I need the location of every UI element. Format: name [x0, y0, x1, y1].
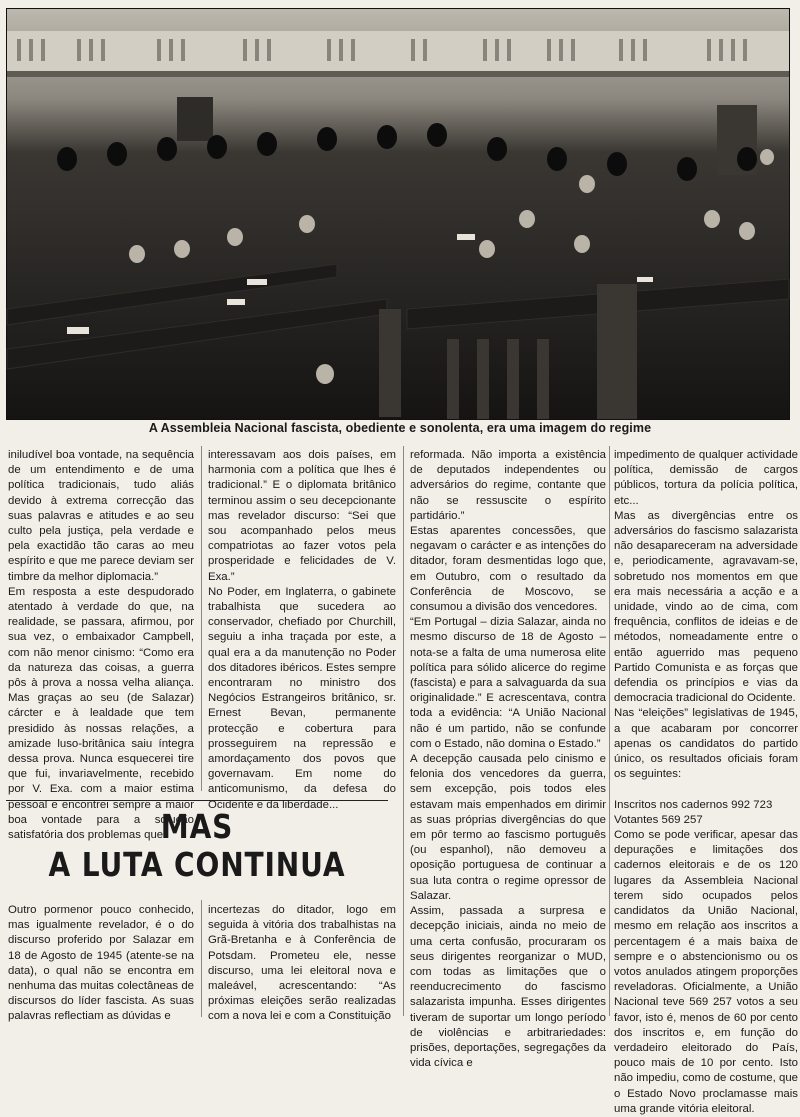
headline-rule [6, 800, 388, 801]
article-column-2-continued: incertezas do ditador, logo em seguida à vitória dos trabalhistas na Grã-Bretanha e à Conferência de Potsdam. Prometeu ele, nesse discurso, uma lei eleitoral nova e maleável, acrescentando: “As próximas eleições serão realizadas com a nova lei e com a Constituição [208, 904, 396, 1023]
article-column-1: iniludível boa vontade, na sequência de um entendimento e de uma política tradicionais, tudo aliás devido à extrema correcção das suas palavras e atitudes e ao seu culto pela justiça, pela verdade e pela exactidão tão caras ao meu espírito e que me parece deviam ser timbre da melhor diplomacia.” Em resposta a este despudorado atentado à verdade do que, na realidade, se passara, afirmou, por sua vez, o embaixador Campbell, com não menor cinismo: “Como era da natureza das coisas, a guerra pôs à prova a nossa velha aliança. Mas graças ao seu (de Salazar) cárcter e à lealdade que tem presidido às nossas relações, a amizade luso-britânica saiu íntegra dessa prova. Nunca esquecerei tire que fui, invariavelmente, recebido por V. Exa. com a maior estima pessoal e encontrei sempre a maior boa vontade para a solução satisfatória dos problemas que [8, 449, 194, 842]
section-headline [35, 808, 360, 884]
column-divider [201, 446, 202, 791]
photo-caption: A Assembleia Nacional fascista, obediente e sonolenta, era uma imagem do regime [148, 421, 652, 435]
article-column-3: reformada. Não importa a existência de deputados independentes ou adversários do regime, contante que não se ressuscite o espírito partidário.” Estas aparentes concessões, que negavam o carácter e as intenções do ditador, foram desmentidas logo que, em Outubro, com o resultado da Conferência de Moscovo, se consumou a divisão dos vencedores. “Em Portugal – dizia Salazar, ainda no mesmo discurso de 18 de Agosto – nota-se a falta de uma numerosa elite política para sólido alicerce do regime (fascista) e para a salvaguarda da sua originalidade.” E acrescentava, contra toda a evidência: “A União Nacional não é um partido, não se confunde com o Estado, não domina o Estado.” A decepção causada pelo cinismo e felonia dos vencedores da guerra, sem excepção, pois todos eles estavam mais empenhados em dirimir as suas próprias divergências do que em pôr termo ao fascismo português (ou espanhol), não demoveu a oposição portuguesa de continuar a sua luta contra o regime opressor de Salazar. Assim, passada a surpresa e decepção iniciais, ainda no meio de uma certa confusão, procuraram os seus dirigentes reorganizar o MUD, com todas as limitações que o reenducrecimento do fascismo salazarista impunha. Esses dirigentes tiveram de suportar um longo período de violências e arbitrariedades: prisões, deportações, segregações da vida cívica e [410, 449, 606, 1070]
column-divider [201, 900, 202, 1017]
column-divider [609, 446, 610, 1016]
headline-line-1: MAS [160, 807, 234, 846]
article-column-1-continued: Outro pormenor pouco conhecido, mas igualmente revelador, é o do discurso proferido por Salazar em 18 de Agosto de 1945 (atente-se na data), o qual não se encontra em nenhuma das muitas colectâneas de discursos do líder fascista. As suas palavras reflectiam as dúvidas e [8, 904, 194, 1023]
assembly-photo-image [7, 9, 789, 419]
headline-line-2: A LUTA CONTINUA [48, 845, 346, 884]
column-divider [403, 446, 404, 1016]
article-column-4: impedimento de qualquer actividade política, demissão de cargos públicos, tortura da polícia política, etc... Mas as divergências entre os adversários do fascismo salazarista não desapareceram na adversidade e, periodicamente, agravavam-se, sobretudo nos momentos em que era mais necessária a acção e a unidade, vindo ao de cima, com frequência, conflitos de ideias e de métodos, nomeadamente entre o então aguerrido mas pequeno Partido Comunista e as forças que defendia os princípios e vias da democracia tradicional do Ocidente. Nas “eleições” legislativas de 1945, a que acabaram por concorrer apenas os candidatos do partido único, os resultados oficiais foram os seguintes: Inscritos nos cadernos 992 723 Votantes 569 257 Como se pode verificar, apesar das depurações e limitações dos cadernos eleitorais e de os 120 lugares da Assembleia Nacional terem sido ocupados pelos candidatos da União Nacional, mesmo em relação aos inscritos a percentagem é a mais baixa de sempre e o abstencionismo ou os votos anulados atingem proporções reveladoras. Oficialmente, a União Nacional teve 569 257 votos a seu favor, isto é, menos de 60 por cento dos inscritos e, em função do verdadeiro eleitorado do País, pouco mais de 10 por cento. Isto não impediu, como de costume, que o Estado Novo proclamasse mais uma grande vitória eleitoral. [614, 449, 798, 1115]
article-column-2: interessavam aos dois países, em harmonia com a política que lhes é tradicional.” E o diplomata britânico terminou assim o seu decepcionante mas revelador discurso: “Sei que sou acompanhado pelos meus compatriotas ao fazer votos pela prosperidade e felicidades de V. Exa.” No Poder, em Inglaterra, o gabinete trabalhista que sucedera ao conservador, chefiado por Churchill, seguiu a inha traçada por este, a qual era a da manutenção no Poder dos ditadores ibéricos. Estes sempre encontraram no ministro dos Negócios Estrangeiros britânico, sr. Ernest Bevan, permanente protecção e cobertura para prosseguirem na repressão e amordaçamento dos povos que governavam. Em nome do anticomunismo, da defesa do Ocidente e da liberdade... [208, 449, 396, 811]
assembly-photo [6, 8, 790, 420]
